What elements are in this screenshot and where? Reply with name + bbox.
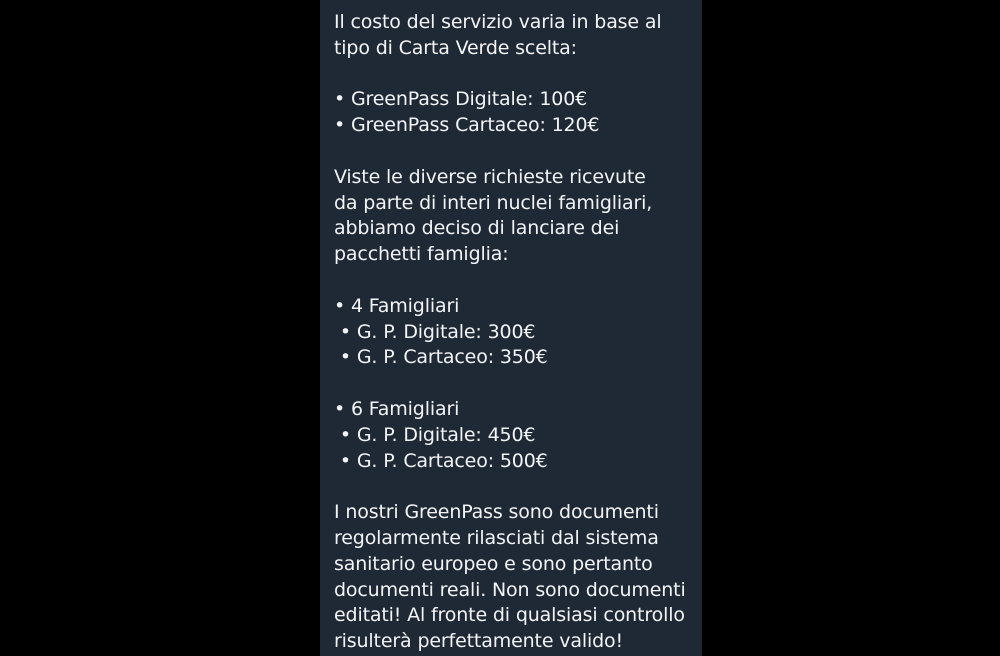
message-line: Viste le diverse richieste ricevute	[334, 165, 646, 188]
blank-line	[334, 268, 696, 294]
message-text	[334, 10, 696, 655]
message-line: abbiamo deciso di lanciare dei	[334, 217, 620, 240]
message-line: risulterà perfettamente valido!	[334, 630, 623, 653]
package-item: • G. P. Cartaceo: 350€	[334, 346, 548, 369]
message-line: I nostri GreenPass sono documenti	[334, 501, 659, 524]
blank-line	[334, 371, 696, 397]
message-line: documenti reali. Non sono documenti	[334, 578, 686, 601]
price-item: • GreenPass Digitale: 100€	[334, 88, 588, 111]
message-bubble	[320, 0, 702, 656]
blank-line	[334, 474, 696, 500]
message-line: Il costo del servizio varia in base al	[334, 11, 662, 33]
message-line: editati! Al fronte di qualsiasi controllo	[334, 604, 685, 627]
message-line: sanitario europeo e sono pertanto	[334, 552, 653, 575]
package-item: • G. P. Cartaceo: 500€	[334, 449, 548, 472]
price-item: • GreenPass Cartaceo: 120€	[334, 114, 600, 137]
blank-line	[334, 62, 696, 88]
message-line: regolarmente rilasciati dal sistema	[334, 526, 659, 549]
blank-line	[334, 139, 696, 165]
package-item: • G. P. Digitale: 450€	[334, 423, 536, 446]
package-heading: • 6 Famigliari	[334, 397, 460, 420]
package-item: • G. P. Digitale: 300€	[334, 320, 536, 343]
message-line: pacchetti famiglia:	[334, 243, 509, 266]
message-line: da parte di interi nuclei famigliari,	[334, 191, 653, 214]
message-line: tipo di Carta Verde scelta:	[334, 36, 577, 59]
package-heading: • 4 Famigliari	[334, 294, 460, 317]
